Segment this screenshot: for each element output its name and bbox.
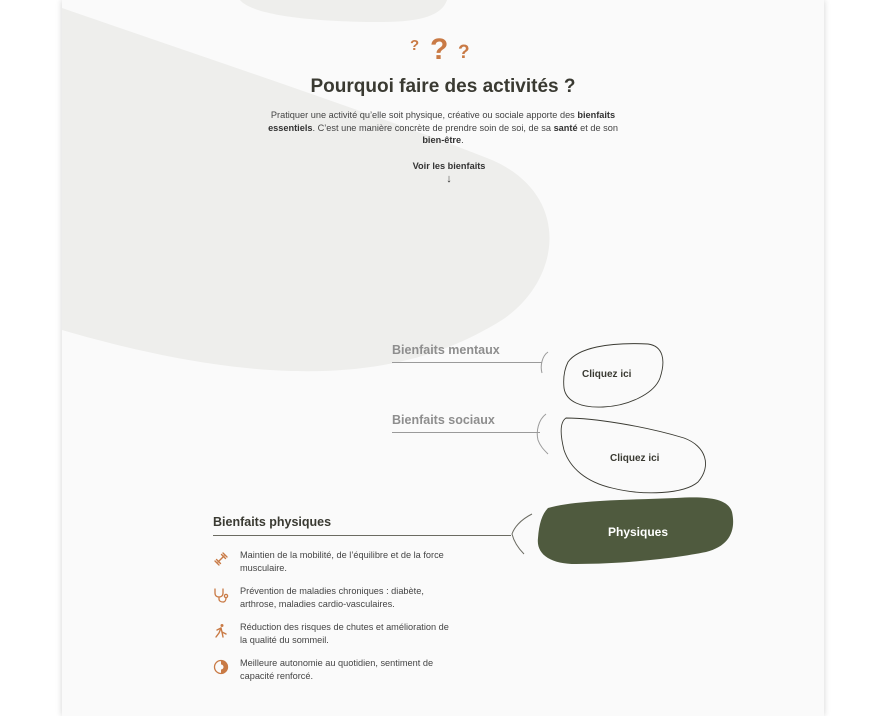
arrow-down-icon: ↓ <box>446 173 452 185</box>
svg-text:?: ? <box>458 42 470 63</box>
intro-emphasis: santé <box>553 122 578 133</box>
sociaux-cliquez-ici[interactable]: Cliquez ici <box>610 453 660 464</box>
intro-text: et de son <box>577 122 618 133</box>
svg-text:?: ? <box>430 33 449 66</box>
benefit-text: Maintien de la mobilité, de l’équilibre et de la force musculaire. <box>240 550 444 573</box>
intro-text: Pratiquer une activité qu’elle soit physique, créative ou sociale apporte des <box>270 110 578 120</box>
intro-emphasis: bien-être <box>422 135 462 146</box>
mentaux-cliquez-ici[interactable]: Cliquez ici <box>582 369 632 380</box>
category-label-physiques: Bienfaits physiques <box>213 515 332 529</box>
intro-text: . <box>461 135 464 146</box>
svg-text:?: ? <box>410 37 420 54</box>
stethoscope-icon <box>213 587 229 603</box>
benefit-text: Réduction des risques de chutes et amélioration de la qualité du sommeil. <box>240 622 449 645</box>
intro-paragraph <box>262 109 624 147</box>
category-label-sociaux: Bienfaits sociaux <box>392 413 495 427</box>
page-content <box>62 0 824 716</box>
voir-bienfaits-label: Voir les bienfaits <box>412 161 486 171</box>
dumbbell-icon <box>213 551 229 567</box>
question-marks-icon <box>408 28 478 68</box>
category-divider <box>392 432 540 433</box>
running-person-icon <box>213 623 229 639</box>
voir-bienfaits-link[interactable] <box>392 161 506 185</box>
physiques-button-label[interactable]: Physiques <box>608 525 669 539</box>
category-divider <box>392 362 542 363</box>
category-label-mentaux: Bienfaits mentaux <box>392 343 500 357</box>
intro-text: . C’est une manière concrète de prendre soin de soi, de sa <box>312 122 554 133</box>
category-divider <box>213 535 511 536</box>
benefit-text: Meilleure autonomie au quotidien, sentiment de capacité renforcé. <box>240 658 434 681</box>
benefit-text: Prévention de maladies chroniques : diabète, arthrose, maladies cardio-vasculaires. <box>240 586 424 609</box>
half-circle-icon <box>213 659 229 675</box>
intro-emphasis: bienfaits essentiels <box>268 110 616 133</box>
page-title: Pourquoi faire des activités ? <box>310 76 576 97</box>
